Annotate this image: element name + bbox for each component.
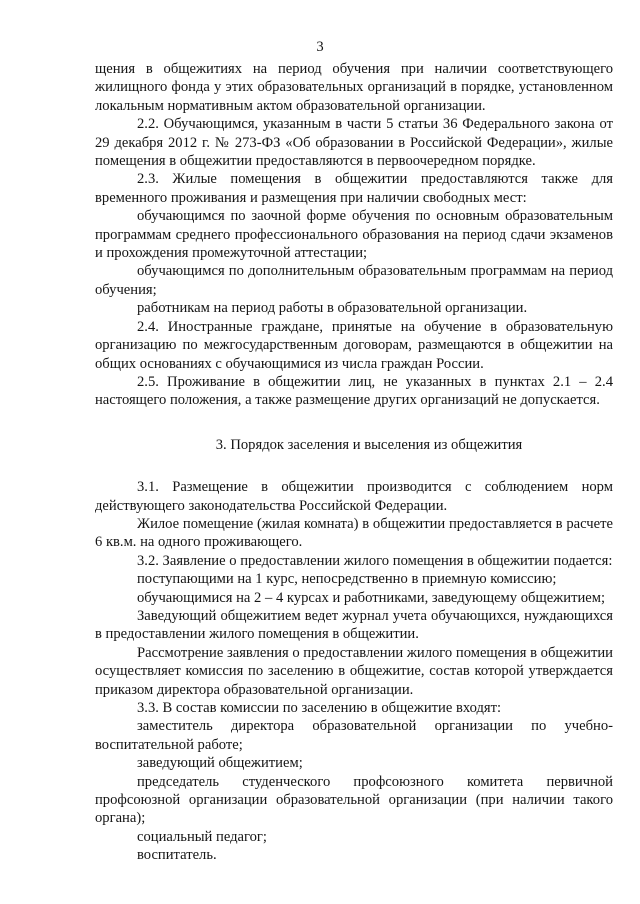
paragraph: работникам на период работы в образовательной организации.: [137, 300, 528, 317]
document-body: [95, 60, 613, 865]
paragraph: щения в общежитиях на период обучения при наличии соответствующего жилищного фонда у этих образовательных организаций в порядке, установленном локальным нормативным актом образовательной организации.: [95, 61, 613, 114]
paragraph: обучающимся по заочной форме обучения по основным образовательным программам среднего профессионального образования на период сдачи экзаменов и прохождения промежуточной аттестации;: [95, 208, 613, 262]
paragraph: Рассмотрение заявления о предоставлении жилого помещения в общежитии осуществляет комиссия по заселению в общежитие, состав которой утверждается приказом директора образовательной организации.: [95, 644, 613, 698]
paragraph: обучающимися на 2 – 4 курсах и работниками, заведующему общежитием;: [137, 589, 606, 606]
paragraph: Заведующий общежитием ведет журнал учета обучающихся, нуждающихся в предоставлении жилого помещения в общежитии.: [95, 607, 613, 643]
paragraph: заместитель директора образовательной организации по учебно-воспитательной работе;: [95, 718, 613, 753]
paragraph: 3.3. В состав комиссии по заселению в общежитие входят:: [137, 700, 502, 716]
paragraphs-after-heading: [95, 478, 613, 865]
section-heading: 3. Порядок заселения и выселения из общежития: [215, 436, 523, 453]
paragraph: поступающими на 1 курс, непосредственно в приемную комиссию;: [137, 571, 557, 588]
paragraph: 3.1. Размещение в общежитии производится с соблюдением норм действующего законодательства Российской Федерации.: [95, 479, 613, 514]
paragraph: 2.5. Проживание в общежитии лиц, не указанных в пунктах 2.1 – 2.4 настоящего положения, а также размещение других организаций не допускается.: [95, 373, 613, 409]
paragraph: заведующий общежитием;: [137, 755, 303, 772]
paragraph: 2.2. Обучающимся, указанным в части 5 статьи 36 Федерального закона от 29 декабря 2012 г. № 273-ФЗ «Об образовании в Российской Федерации», жилые помещения в общежитии предоставляются в первоочередном порядке.: [95, 116, 613, 170]
paragraph: воспитатель.: [137, 847, 217, 864]
paragraph: 2.3. Жилые помещения в общежитии предоставляются также для временного проживания и размещения при наличии свободных мест:: [95, 171, 613, 206]
paragraph: 3.2. Заявление о предоставлении жилого помещения в общежитии подается:: [137, 552, 613, 569]
paragraphs-before-heading: [95, 60, 613, 410]
paragraph: председатель студенческого профсоюзного комитета первичной профсоюзной организации образовательной организации (при наличии такого органа);: [95, 773, 613, 827]
paragraph: социальный педагог;: [137, 828, 267, 845]
paragraph: 2.4. Иностранные граждане, принятые на обучение в образовательную организацию по межгосударственным договорам, размещаются в общежитии на общих основаниях с обучающимися из числа граждан России.: [95, 318, 613, 372]
paragraph: обучающимся по дополнительным образовательным программам на период обучения;: [95, 263, 613, 298]
page-number: 3: [316, 39, 324, 55]
paragraph: Жилое помещение (жилая комната) в общежитии предоставляется в расчете 6 кв.м. на одного проживающего.: [95, 515, 613, 551]
